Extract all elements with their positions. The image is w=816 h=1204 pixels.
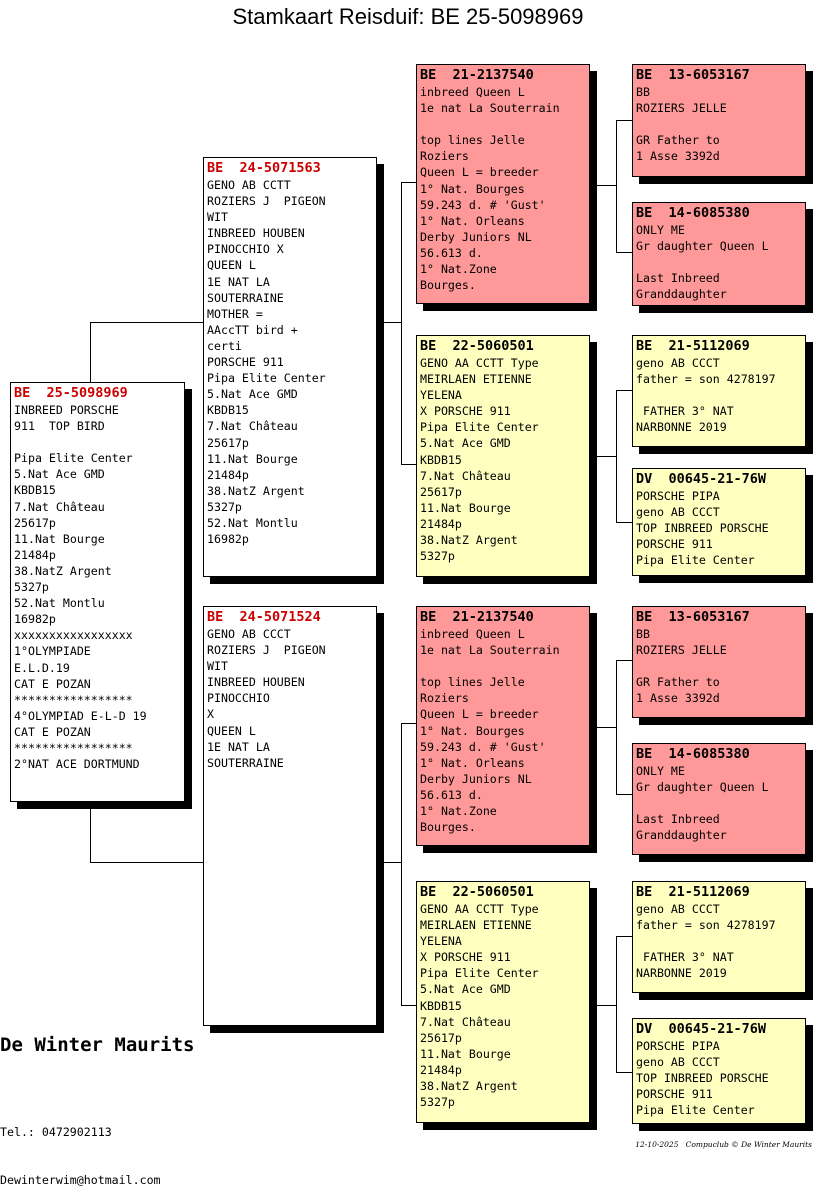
- pigeon-notes: GENO AB CCTT ROZIERS J PIGEON WIT INBREED HOUBEN PINOCCHIO X QUEEN L 1E NAT LA SOUTERRAINE MOTHER = AAccTT bird + certi PORSCHE 911 Pipa Elite Center 5.Nat Ace GMD KBDB15 7.Nat Château 25617p 11.Nat Bourge 21484p 38.NatZ Argent 5327p 52.Nat Montlu 16982p: [207, 178, 326, 547]
- pigeon-notes: ONLY ME Gr daughter Queen L Last Inbreed Granddaughter: [636, 223, 769, 302]
- pigeon-notes: GENO AB CCCT ROZIERS J PIGEON WIT INBREED HOUBEN PINOCCHIO X QUEEN L 1E NAT LA SOUTERRAINE: [207, 627, 326, 770]
- pigeon-card-mother-mother[interactable]: [416, 881, 590, 1123]
- pigeon-card-mf-father[interactable]: [632, 606, 806, 718]
- pigeon-notes: inbreed Queen L 1e nat La Souterrain top lines Jelle Roziers Queen L = breeder 1° Nat. Bourges 59.243 d. # 'Gust' 1° Nat. Orleans Derby Juniors NL 56.613 d. 1° Nat.Zone Bourges.: [420, 627, 560, 835]
- pigeon-card-father-father[interactable]: [416, 64, 590, 304]
- pigeon-notes: PORSCHE PIPA geno AB CCCT TOP INBREED PORSCHE PORSCHE 911 Pipa Elite Center: [636, 1039, 769, 1118]
- pigeon-card-mother[interactable]: [203, 606, 377, 1026]
- pigeon-card-fm-father[interactable]: [632, 335, 806, 447]
- pigeon-notes: GENO AA CCTT Type MEIRLAEN ETIENNE YELENA X PORSCHE 911 Pipa Elite Center 5.Nat Ace GMD KBDB15 7.Nat Château 25617p 11.Nat Bourge 21484p 38.NatZ Argent 5327p: [420, 356, 539, 564]
- pigeon-notes: INBREED PORSCHE 911 TOP BIRD Pipa Elite Center 5.Nat Ace GMD KBDB15 7.Nat Château 25617p 11.Nat Bourge 21484p 38.NatZ Argent 5327p 52.Nat Montlu 16982p xxxxxxxxxxxxxxxxx 1°OLYMPIADE E.L.D.19 CAT E POZAN ***************** 4°OLYMPIAD E-L-D 19 CAT E POZAN ***************** 2°NAT ACE DORTMUND: [14, 403, 147, 772]
- owner-contact: [0, 1092, 161, 1204]
- pigeon-card-main[interactable]: [10, 382, 185, 802]
- pigeon-notes: inbreed Queen L 1e nat La Souterrain top lines Jelle Roziers Queen L = breeder 1° Nat. Bourges 59.243 d. # 'Gust' 1° Nat. Orleans Derby Juniors NL 56.613 d. 1° Nat.Zone Bourges.: [420, 85, 560, 293]
- pigeon-notes: geno AB CCCT father = son 4278197 FATHER 3° NAT NARBONNE 2019: [636, 356, 776, 435]
- pigeon-notes: GENO AA CCTT Type MEIRLAEN ETIENNE YELENA X PORSCHE 911 Pipa Elite Center 5.Nat Ace GMD KBDB15 7.Nat Château 25617p 11.Nat Bourge 21484p 38.NatZ Argent 5327p: [420, 902, 539, 1110]
- pigeon-card-ff-mother[interactable]: [632, 202, 806, 306]
- ring-number: BE 21-5112069: [636, 338, 750, 354]
- ring-number: BE 21-5112069: [636, 884, 750, 900]
- owner-phone: Tel.: 0472902113: [0, 1125, 112, 1139]
- pigeon-notes: PORSCHE PIPA geno AB CCCT TOP INBREED PORSCHE PORSCHE 911 Pipa Elite Center: [636, 489, 769, 568]
- ring-number: BE 24-5071563: [207, 160, 321, 176]
- pigeon-notes: BB ROZIERS JELLE GR Father to 1 Asse 3392d: [636, 627, 727, 706]
- page-title: Stamkaart Reisduif: BE 25-5098969: [232, 4, 584, 29]
- pigeon-card-mf-mother[interactable]: [632, 743, 806, 855]
- ring-number: BE 21-2137540: [420, 609, 534, 625]
- ring-number: DV 00645-21-76W: [636, 1021, 767, 1037]
- ring-number: BE 13-6053167: [636, 609, 750, 625]
- pigeon-card-father[interactable]: [203, 157, 377, 577]
- ring-number: BE 13-6053167: [636, 67, 750, 83]
- ring-number: BE 24-5071524: [207, 609, 321, 625]
- pigeon-card-ff-father[interactable]: [632, 64, 806, 177]
- ring-number: BE 14-6085380: [636, 205, 750, 221]
- owner-name: De Winter Maurits: [0, 1034, 195, 1056]
- owner-email[interactable]: Dewinterwim@hotmail.com: [0, 1173, 161, 1187]
- pigeon-notes: geno AB CCCT father = son 4278197 FATHER 3° NAT NARBONNE 2019: [636, 902, 776, 981]
- pigeon-card-mother-father[interactable]: [416, 606, 590, 846]
- pigeon-card-mm-father[interactable]: [632, 881, 806, 993]
- ring-number: BE 22-5060501: [420, 338, 534, 354]
- pigeon-card-father-mother[interactable]: [416, 335, 590, 577]
- pigeon-card-mm-mother[interactable]: [632, 1018, 806, 1124]
- pigeon-notes: ONLY ME Gr daughter Queen L Last Inbreed Granddaughter: [636, 764, 769, 843]
- pigeon-card-fm-mother[interactable]: [632, 468, 806, 576]
- ring-number: BE 25-5098969: [14, 385, 128, 401]
- ring-number: BE 21-2137540: [420, 67, 534, 83]
- ring-number: BE 14-6085380: [636, 746, 750, 762]
- ring-number: BE 22-5060501: [420, 884, 534, 900]
- footer-credit: 12-10-2025 Compuclub © De Winter Maurits: [635, 1140, 812, 1149]
- pigeon-notes: BB ROZIERS JELLE GR Father to 1 Asse 3392d: [636, 85, 727, 164]
- ring-number: DV 00645-21-76W: [636, 471, 767, 487]
